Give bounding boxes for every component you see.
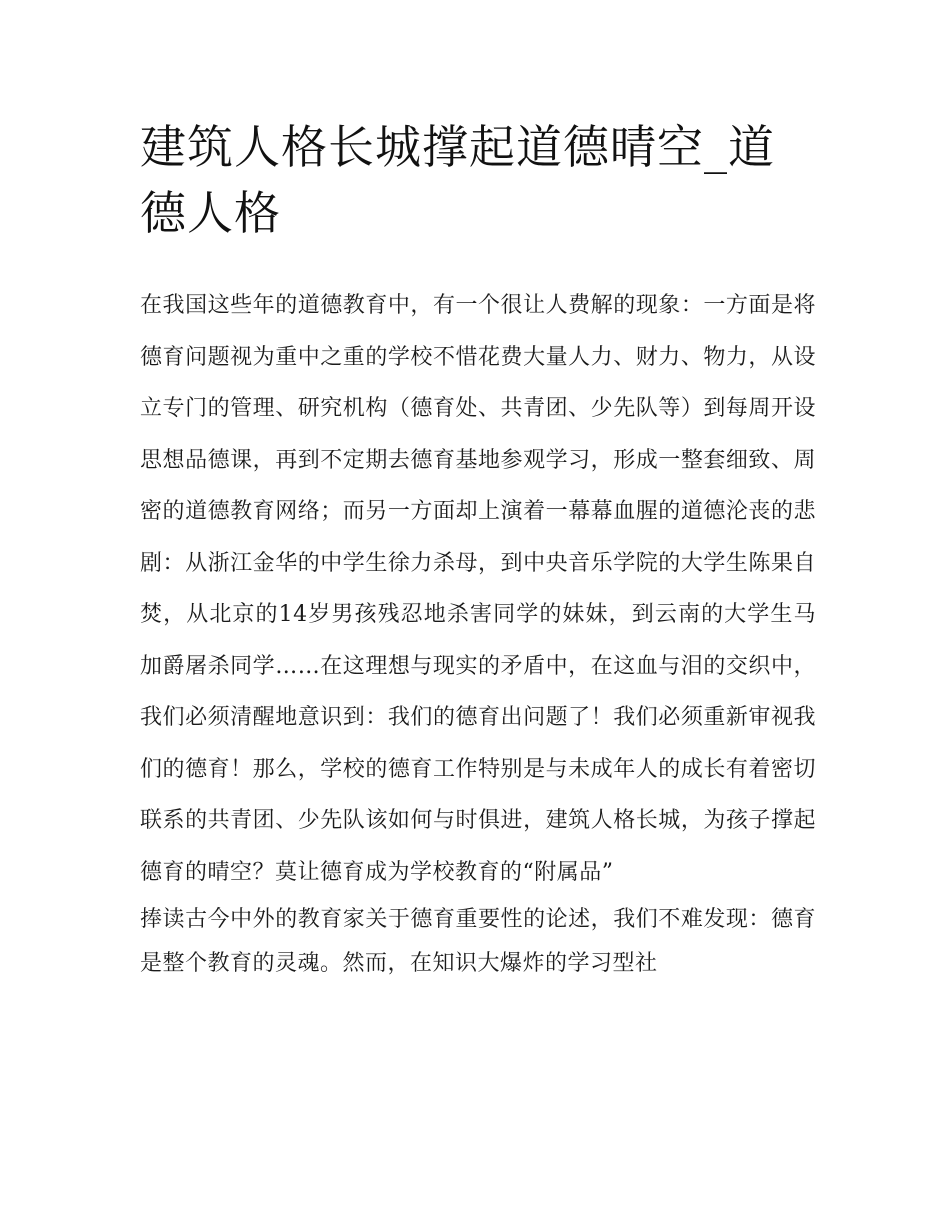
document-body (140, 280, 816, 986)
document-title: 建筑人格长城撑起道德晴空_道德人格 (140, 120, 775, 240)
paragraph-1: 在我国这些年的道德教育中，有一个很让人费解的现象：一方面是将德育问题视为重中之重的学校不惜花费大量人力、财力、物力，从设立专门的管理、研究机构（德育处、共青团、少先队等）到每周开设思想品德课，再到不定期去德育基地参观学习，形成一整套细致、周密的道德教育网络；而另一方面却上演着一幕幕血腥的道德沦丧的悲剧：从浙江金华的中学生徐力杀母，到中央音乐学院的大学生陈果自焚，从北京的14岁男孩残忍地杀害同学的妹妹，到云南的大学生马加爵屠杀同学……在这理想与现实的矛盾中，在这血与泪的交织中，我们必须清醒地意识到：我们的德育出问题了！我们必须重新审视我们的德育！那么，学校的德育工作特别是与未成年人的成长有着密切联系的共青团、少先队该如何与时俱进，建筑人格长城，为孩子撑起德育的晴空？莫让德育成为学校教育的“附属品” (140, 293, 816, 885)
paragraph-2: 捧读古今中外的教育家关于德育重要性的论述，我们不难发现：德育是整个教育的灵魂。然而，在知识大爆炸的学习型社 (140, 907, 816, 976)
